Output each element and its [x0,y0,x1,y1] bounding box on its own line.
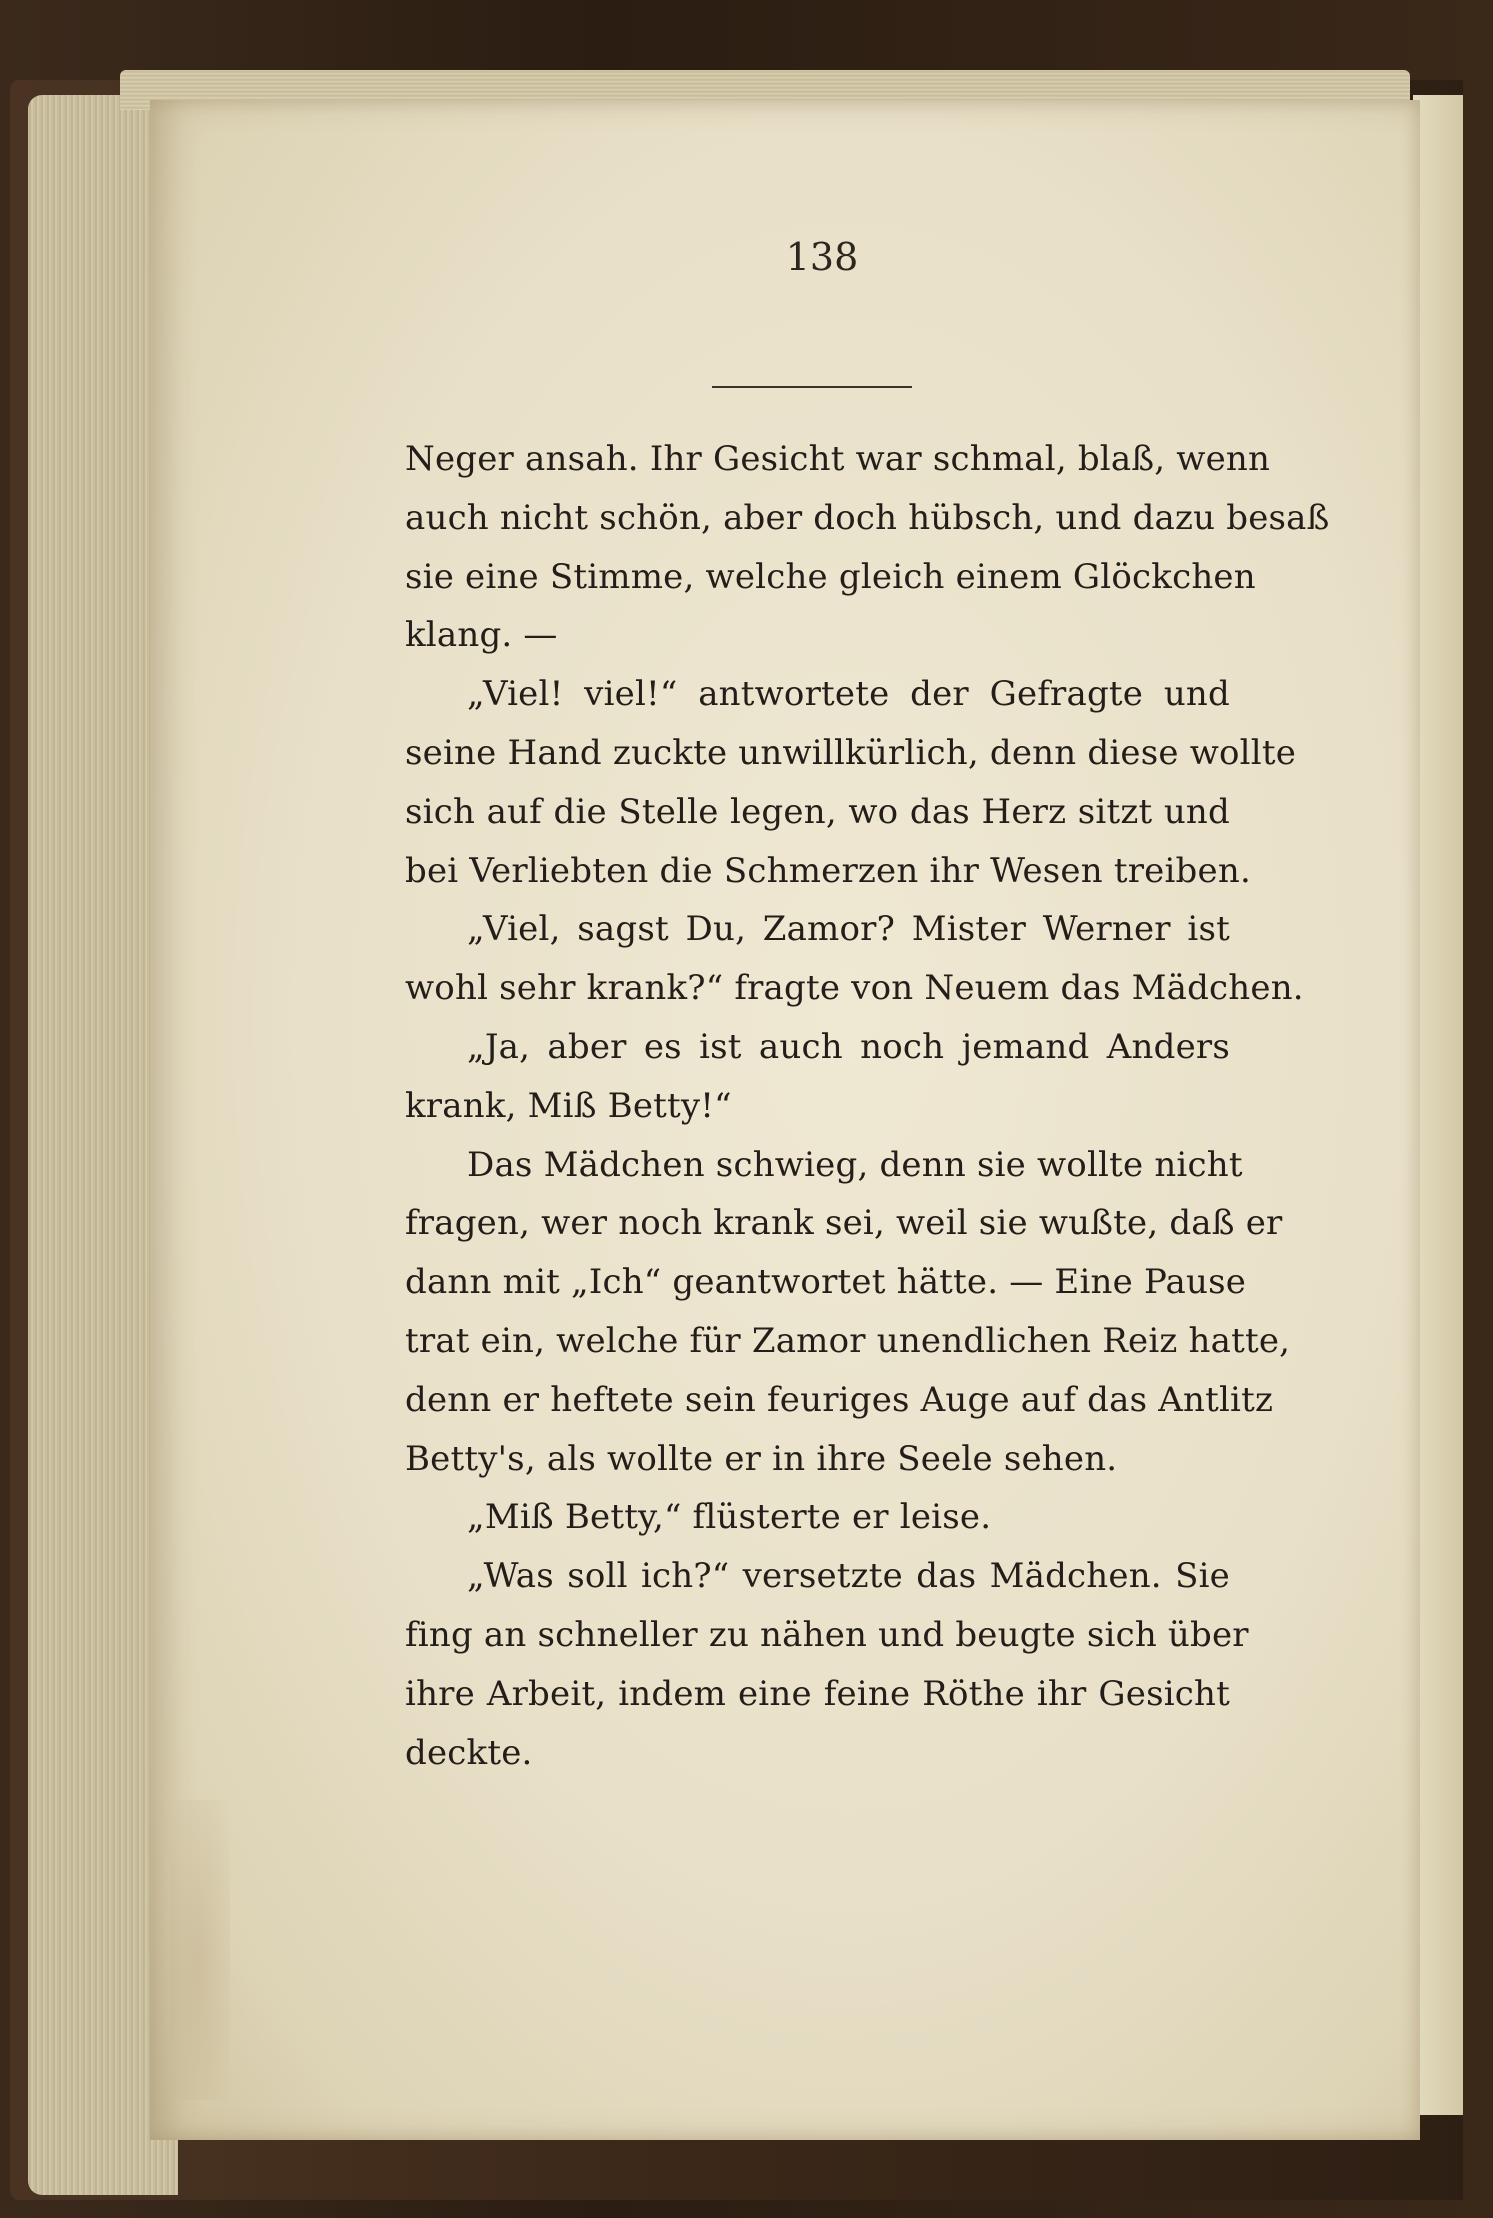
page-number: 138 [785,235,859,279]
text-line: deckte. [405,1732,533,1773]
paper-stain [170,1800,230,2100]
text-line: sie eine Stimme, welche gleich einem Glöckchen [405,556,1256,597]
text-line: klang. — [405,615,558,656]
text-line: dann mit „Ich“ geantwortet hätte. — Eine Pause [405,1262,1247,1303]
binding-edge [1463,0,1493,2218]
body-text [405,430,1330,1782]
text-line: Betty's, als wollte er in ihre Seele sehen. [405,1438,1118,1479]
text-line: sich auf die Stelle legen, wo das Herz sitzt und [405,791,1230,832]
text-line: krank, Miß Betty!“ [405,1085,732,1126]
text-line: Neger ansah. Ihr Gesicht war schmal, blaß, wenn [405,439,1271,479]
text-line: „Was soll ich?“ versetzte das Mädchen. Sie [467,1556,1230,1597]
text-line: trat ein, welche für Zamor unendlichen Reiz hatte, [405,1320,1291,1361]
header-rule [712,386,912,388]
text-line: fragen, wer noch krank sei, weil sie wußte, daß er [405,1203,1283,1244]
text-line: ihre Arbeit, indem eine feine Röthe ihr Gesicht [405,1673,1230,1714]
text-line: Das Mädchen schwieg, denn sie wollte nicht [467,1144,1243,1185]
text-line: „Viel, sagst Du, Zamor? Mister Werner ist [467,909,1230,950]
text-line: seine Hand zuckte unwillkürlich, denn diese wollte [405,732,1297,773]
text-line: „Miß Betty,“ flüsterte er leise. [467,1497,992,1538]
text-line: „Ja, aber es ist auch noch jemand Anders [467,1026,1230,1067]
text-line: auch nicht schön, aber doch hübsch, und dazu besaß [405,497,1330,538]
text-line: bei Verliebten die Schmerzen ihr Wesen treiben. [405,850,1251,891]
text-line: „Viel! viel!“ antwortete der Gefragte und [467,674,1230,715]
text-line: wohl sehr krank?“ fragte von Neuem das Mädchen. [405,968,1304,1009]
text-line: fing an schneller zu nähen und beugte sich über [405,1614,1249,1655]
text-line: denn er heftete sein feuriges Auge auf das Antlitz [405,1379,1274,1420]
